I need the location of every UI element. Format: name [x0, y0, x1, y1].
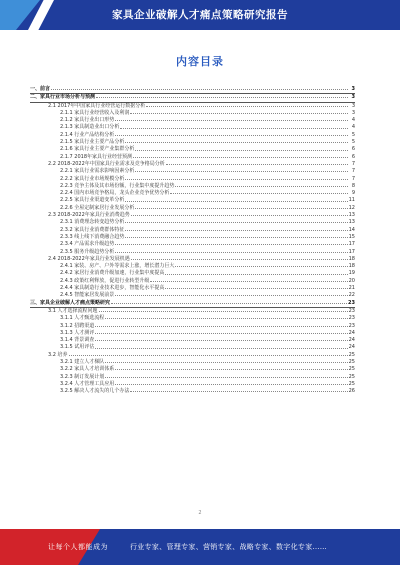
toc-entry-page: 17 [348, 241, 355, 248]
toc-entry[interactable] [30, 323, 355, 330]
toc-entry-text: 3.2.4 人才管理工具应用 [60, 380, 115, 387]
toc-entry-text: 2.1 2017年中国家具行业经营运行数据分析 [48, 102, 146, 109]
toc-entry-text: 2.4.2 家居行业消费升级加速，行业集中度提高 [60, 270, 165, 277]
toc-entry[interactable] [30, 315, 355, 322]
toc-entry-page: 25 [348, 358, 355, 365]
toc-entry-page: 11 [348, 197, 355, 204]
toc-entry-page: 4 [351, 117, 355, 124]
toc-leader-dots [125, 201, 347, 202]
toc-entry-text: 2.2.6 全屋定制家居行业发展分析 [60, 204, 135, 211]
toc-entry[interactable] [30, 154, 355, 161]
toc-leader-dots [170, 193, 348, 194]
toc-entry-page: 24 [348, 344, 355, 351]
toc-entry-text: 2.4.3 政策红利释放，促进行业转型升级 [60, 277, 150, 284]
toc-entry-page: 25 [348, 351, 355, 358]
toc-entry-page: 21 [348, 285, 355, 292]
toc-leader-dots [95, 348, 347, 349]
toc-entry-page: 9 [351, 190, 355, 197]
toc-entry-page: 12 [348, 204, 355, 211]
toc-entry[interactable] [30, 352, 355, 359]
toc-entry-text: 2.3.5 服务升级趋势分析 [60, 248, 115, 255]
toc-entry[interactable] [30, 219, 355, 226]
toc-leader-dots [146, 106, 348, 107]
toc-entry-text: 2.2.1 家具行业需求影响因素分析 [60, 168, 135, 175]
toc-entry[interactable] [30, 103, 355, 110]
toc-leader-dots [95, 326, 347, 327]
toc-entry-page: 13 [348, 212, 355, 219]
toc-entry-page: 23 [348, 299, 355, 306]
toc-entry-text: 2.4.4 家具制造行业技术进步，智能化水平提高 [60, 285, 165, 292]
toc-leader-dots [133, 157, 348, 158]
toc-entry[interactable] [30, 344, 355, 351]
toc-entry-text: 2.3 2018-2022年家具行业消费趋势 [48, 212, 130, 219]
toc-leader-dots [165, 288, 347, 289]
toc-entry-page: 8 [351, 182, 355, 189]
toc-leader-dots [125, 237, 347, 238]
footer-bar [0, 529, 400, 565]
toc-entry-page: 15 [348, 233, 355, 240]
toc-leader-dots [130, 391, 347, 392]
toc-entry[interactable] [30, 292, 355, 299]
toc-entry-text: 2.2.4 国内市场竞争格局，龙头企业竞争优势分析 [60, 190, 170, 197]
toc-entry-page: 23 [348, 307, 355, 314]
toc-leader-dots [165, 274, 347, 275]
toc-entry-page: 26 [348, 388, 355, 395]
header-bar [0, 0, 400, 30]
toc-leader-dots [105, 377, 347, 378]
toc-leader-dots [166, 164, 348, 165]
toc-entry-text: 2.2.5 家具行业渠道变革分析 [60, 197, 125, 204]
toc-entry-page: 23 [348, 322, 355, 329]
toc-entry-text: 2.1.2 家具行业出口形势 [60, 117, 115, 124]
toc-entry-page: 25 [348, 366, 355, 373]
toc-entry-page: 25 [348, 373, 355, 380]
toc-entry-page: 22 [348, 292, 355, 299]
toc-leader-dots [175, 186, 348, 187]
toc-entry[interactable] [30, 168, 355, 175]
toc-leader-dots [135, 171, 348, 172]
toc-entry[interactable] [30, 227, 355, 234]
toc-entry-text: 三、家具企业破解人才痛点策略研究 [30, 299, 111, 306]
toc-entry-page: 3 [351, 94, 355, 101]
page-number: 2 [198, 510, 202, 516]
toc-entry[interactable] [30, 176, 355, 183]
toc-entry-page: 17 [348, 248, 355, 255]
toc-entry[interactable] [30, 197, 355, 204]
toc-leader-dots [125, 222, 347, 223]
toc-entry-text: 2.1.5 家具行业主要产品分析 [60, 139, 125, 146]
toc-entry-page: 18 [348, 263, 355, 270]
toc-leader-dots [105, 362, 347, 363]
toc-entry-text: 一、前言 [30, 86, 51, 92]
toc-leader-dots [115, 369, 347, 370]
toc-entry-text: 2.1.7 2018年家具行业经营预测 [60, 153, 133, 160]
toc-leader-dots [175, 266, 347, 267]
toc-entry-page: 14 [348, 226, 355, 233]
toc-leader-dots [125, 230, 347, 231]
toc-entry[interactable] [30, 132, 355, 139]
toc-leader-dots [125, 179, 348, 180]
toc-entry[interactable] [30, 124, 355, 131]
toc-entry-text: 3.1.3 人才测评 [60, 329, 95, 336]
toc-entry-page: 25 [348, 380, 355, 387]
toc-entry-text: 2.3.2 家具行业消费群体特征 [60, 226, 125, 233]
toc-entry-page: 6 [351, 153, 355, 160]
toc-leader-dots [135, 208, 347, 209]
toc-leader-dots [51, 89, 348, 90]
toc-entry-text: 2.2.2 家具行业市场规模分析 [60, 175, 125, 182]
toc-entry-text: 3.1.1 人才甄选流程 [60, 315, 105, 322]
toc-entry-page: 5 [351, 131, 355, 138]
toc-entry[interactable] [30, 241, 355, 248]
toc-entry-text: 2.1.4 行业产品结构分析 [60, 131, 115, 138]
footer-slogan-right: 行业专家、管理专家、营销专家、战略专家、数字化专家…… [130, 543, 328, 551]
toc-leader-dots [115, 384, 347, 385]
toc-entry[interactable] [30, 330, 355, 337]
table-of-contents [30, 86, 355, 395]
report-title: 家具企业破解人才痛点策略研究报告 [112, 9, 288, 21]
toc-entry[interactable] [30, 249, 355, 256]
toc-entry-page: 7 [351, 175, 355, 182]
toc-leader-dots [120, 128, 348, 129]
toc-leader-dots [111, 303, 347, 304]
toc-leader-dots [131, 215, 348, 216]
toc-entry-page: 20 [348, 277, 355, 284]
toc-entry[interactable] [30, 270, 355, 277]
toc-entry-text: 2.4.1 家装、房产、户外等需求上涨，增长潜力巨大 [60, 263, 175, 270]
toc-entry-text: 2.3.3 线上线下消费融合趋势 [60, 233, 125, 240]
toc-entry-page: 6 [351, 146, 355, 153]
toc-leader-dots [69, 355, 348, 356]
toc-entry-text: 3.2.2 家具人才培训体系 [60, 366, 115, 373]
toc-entry-page: 7 [351, 160, 355, 167]
toc-entry-text: 2.4.5 智能家居发展前景 [60, 292, 115, 299]
toc-leader-dots [99, 311, 348, 312]
toc-entry[interactable] [30, 146, 355, 153]
toc-entry-text: 3.1.5 试用评估 [60, 344, 95, 351]
toc-entry-text: 2.1.1 家具行业经营收入及利润 [60, 109, 130, 116]
toc-leader-dots [130, 113, 348, 114]
toc-leader-dots [131, 259, 348, 260]
toc-leader-dots [115, 244, 347, 245]
toc-entry-page: 3 [351, 86, 355, 92]
toc-leader-dots [115, 135, 348, 136]
toc-entry-page: 5 [351, 139, 355, 146]
toc-leader-dots [115, 252, 347, 253]
toc-entry-page: 19 [348, 270, 355, 277]
toc-entry-text: 二、家具行业市场分析与预测 [30, 94, 96, 101]
toc-leader-dots [115, 120, 348, 121]
toc-entry-page: 18 [348, 255, 355, 262]
toc-entry-text: 2.2 2018-2022年中国家具行业需求及竞争格局分析 [48, 160, 165, 167]
toc-leader-dots [95, 340, 347, 341]
toc-entry-text: 3.1.4 背景调查 [60, 337, 95, 344]
toc-leader-dots [96, 97, 348, 98]
toc-entry-page: 3 [351, 109, 355, 116]
toc-entry[interactable] [30, 94, 355, 102]
toc-entry-page: 13 [348, 219, 355, 226]
toc-entry-text: 2.1.6 家具行业主要产业集群分析 [60, 146, 135, 153]
toc-entry-text: 2.2.3 竞争主体及其市场份额，行业集中度提升趋势 [60, 182, 175, 189]
toc-leader-dots [105, 318, 347, 319]
toc-entry-text: 3.2 培养 [48, 351, 68, 358]
toc-entry-text: 2.3.1 消费理念转变趋势分析 [60, 219, 125, 226]
toc-entry-text: 3.2.3 制订发展计划 [60, 373, 105, 380]
toc-entry[interactable] [30, 388, 355, 395]
toc-entry[interactable] [30, 366, 355, 373]
toc-entry-text: 3.2.5 解决人才流失的几个办法 [60, 388, 130, 395]
toc-leader-dots [115, 295, 347, 296]
toc-leader-dots [150, 281, 347, 282]
toc-leader-dots [135, 150, 348, 151]
toc-entry-page: 24 [348, 329, 355, 336]
toc-entry[interactable] [30, 205, 355, 212]
toc-entry-page: 23 [348, 315, 355, 322]
toc-entry-page: 7 [351, 168, 355, 175]
toc-entry-text: 3.2.1 建立人才梯队 [60, 358, 105, 365]
toc-entry-text: 3.1.2 招聘渠道 [60, 322, 95, 329]
toc-entry-text: 2.1.3 家具制造业出口分析 [60, 124, 120, 131]
toc-heading: 内容目录 [176, 55, 224, 68]
toc-entry-page: 4 [351, 124, 355, 131]
toc-entry-text: 2.4 2018-2022年家具行业发展机遇 [48, 255, 130, 262]
footer-slogan-left: 让每个人都能成为 [48, 543, 108, 551]
toc-entry[interactable] [30, 374, 355, 381]
toc-leader-dots [95, 333, 347, 334]
toc-entry-text: 3.1 人才选择流程问题 [48, 307, 98, 314]
toc-leader-dots [125, 142, 348, 143]
toc-entry-page: 3 [351, 102, 355, 109]
toc-entry[interactable] [30, 278, 355, 285]
toc-entry[interactable] [30, 300, 355, 308]
toc-entry-page: 24 [348, 337, 355, 344]
toc-entry-text: 2.3.4 产品需求升级趋势 [60, 241, 115, 248]
